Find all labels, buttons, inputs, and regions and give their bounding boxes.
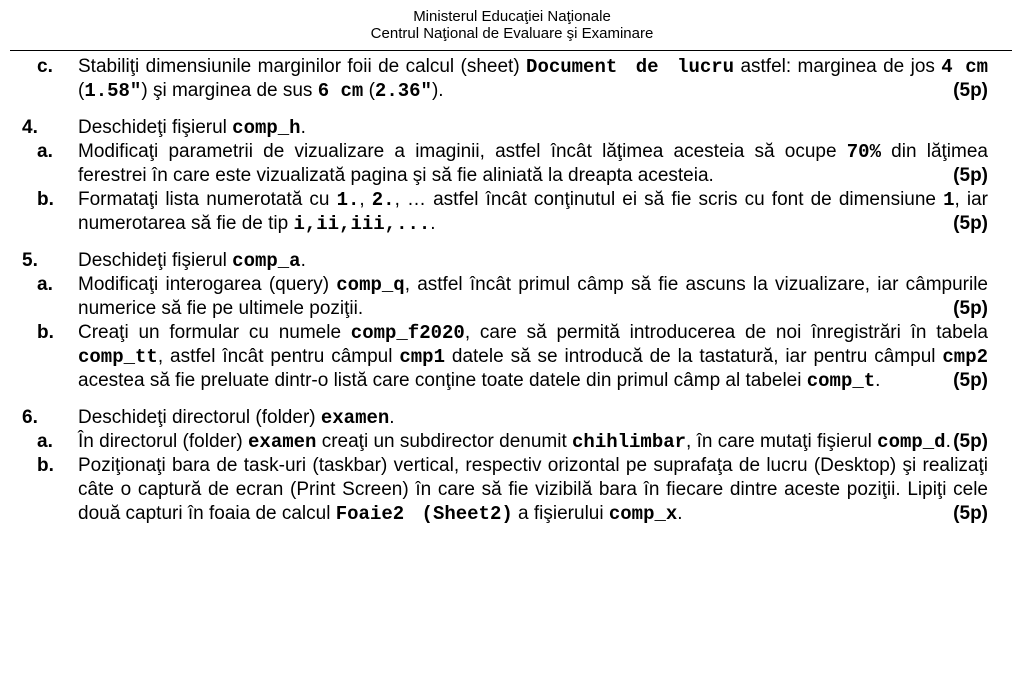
points-badge: (5p) xyxy=(953,503,988,524)
item-label: b. xyxy=(37,189,54,210)
page-header xyxy=(0,8,1024,42)
task-5 xyxy=(0,249,1024,273)
task-6 xyxy=(0,406,1024,430)
exam-content xyxy=(0,55,1024,526)
item-text: Formataţi lista numerotată cu 1., 2., … astfel încât conţinutul ei să fie scris cu font de dimensiune 1, iar numerotarea să fie de tip i,ii,iii,.... (5p) xyxy=(78,189,988,235)
task-4 xyxy=(0,116,1024,140)
subtask-6b xyxy=(0,454,1024,526)
points-badge: (5p) xyxy=(953,213,988,234)
points-badge: (5p) xyxy=(953,431,988,452)
subtask-5b xyxy=(0,321,1024,393)
item-text: Modificaţi interogarea (query) comp_q, astfel încât primul câmp să fie ascuns la vizualizare, iar câmpurile numerice să fie pe ultimele poziţii. (5p) xyxy=(78,274,989,319)
item-label: a. xyxy=(37,431,53,452)
item-label: a. xyxy=(37,274,53,295)
subtask-4b xyxy=(0,188,1024,236)
item-text: Modificaţi parametrii de vizualizare a imaginii, astfel încât lăţimea acesteia să ocupe 70% din lăţimea ferestrei în care este vizualizată pagina şi să fie aliniată la dreapta acesteia. (5p) xyxy=(78,141,988,186)
item-text: Stabiliţi dimensiunile marginilor foii de calcul (sheet) Document de lucru astfel: marginea de jos 4 cm (1.58″) şi marginea de sus 6 cm (2.36″). (5p) xyxy=(78,56,989,102)
points-badge: (5p) xyxy=(953,370,988,391)
points-badge: (5p) xyxy=(953,298,988,319)
item-text: Deschideţi fişierul comp_a. xyxy=(78,250,306,272)
center-name: Centrul Naţional de Evaluare şi Examinare xyxy=(370,25,654,42)
item-label: a. xyxy=(37,141,53,162)
points-badge: (5p) xyxy=(953,80,988,101)
item-text: Poziţionaţi bara de task-uri (taskbar) vertical, respectiv orizontal pe suprafaţa de lucru (Desktop) şi realizaţi câte o captură de ecran (Print Screen) în care să fie vizibilă bara în fiecare dintre aceste poziţii. Lipiţi cele două capturi în foaia de calcul Foaie2 (Sheet2) a fişierului comp_x. (5p) xyxy=(78,455,988,525)
item-label: 5. xyxy=(22,250,38,271)
item-label: 6. xyxy=(22,407,38,428)
ministry-name: Ministerul Educaţiei Naţionale xyxy=(413,8,611,25)
item-label: c. xyxy=(37,56,53,77)
subtask-6a xyxy=(0,430,1024,454)
subtask-4a xyxy=(0,140,1024,188)
item-text: Creaţi un formular cu numele comp_f2020, care să permită introducerea de noi înregistrări în tabela comp_tt, astfel încât pentru câmpul cmp1 datele să se introducă de la tastatură, iar pentru câmpul cmp2 acestea să fie preluate dintr-o listă care conţine toate datele din primul câmp al tabelei comp_t. (5p) xyxy=(78,322,989,392)
item-text: În directorul (folder) examen creaţi un subdirector denumit chihlimbar, în care mutaţi fişierul comp_d. (5p) xyxy=(78,431,988,453)
subtask-3c xyxy=(0,55,1024,103)
points-badge: (5p) xyxy=(953,165,988,186)
item-text: Deschideţi fişierul comp_h. xyxy=(78,117,306,139)
item-label: 4. xyxy=(22,117,38,138)
item-text: Deschideţi directorul (folder) examen. xyxy=(78,407,395,429)
header-divider xyxy=(10,50,1012,51)
subtask-5a xyxy=(0,273,1024,321)
item-label: b. xyxy=(37,455,54,476)
item-label: b. xyxy=(37,322,54,343)
